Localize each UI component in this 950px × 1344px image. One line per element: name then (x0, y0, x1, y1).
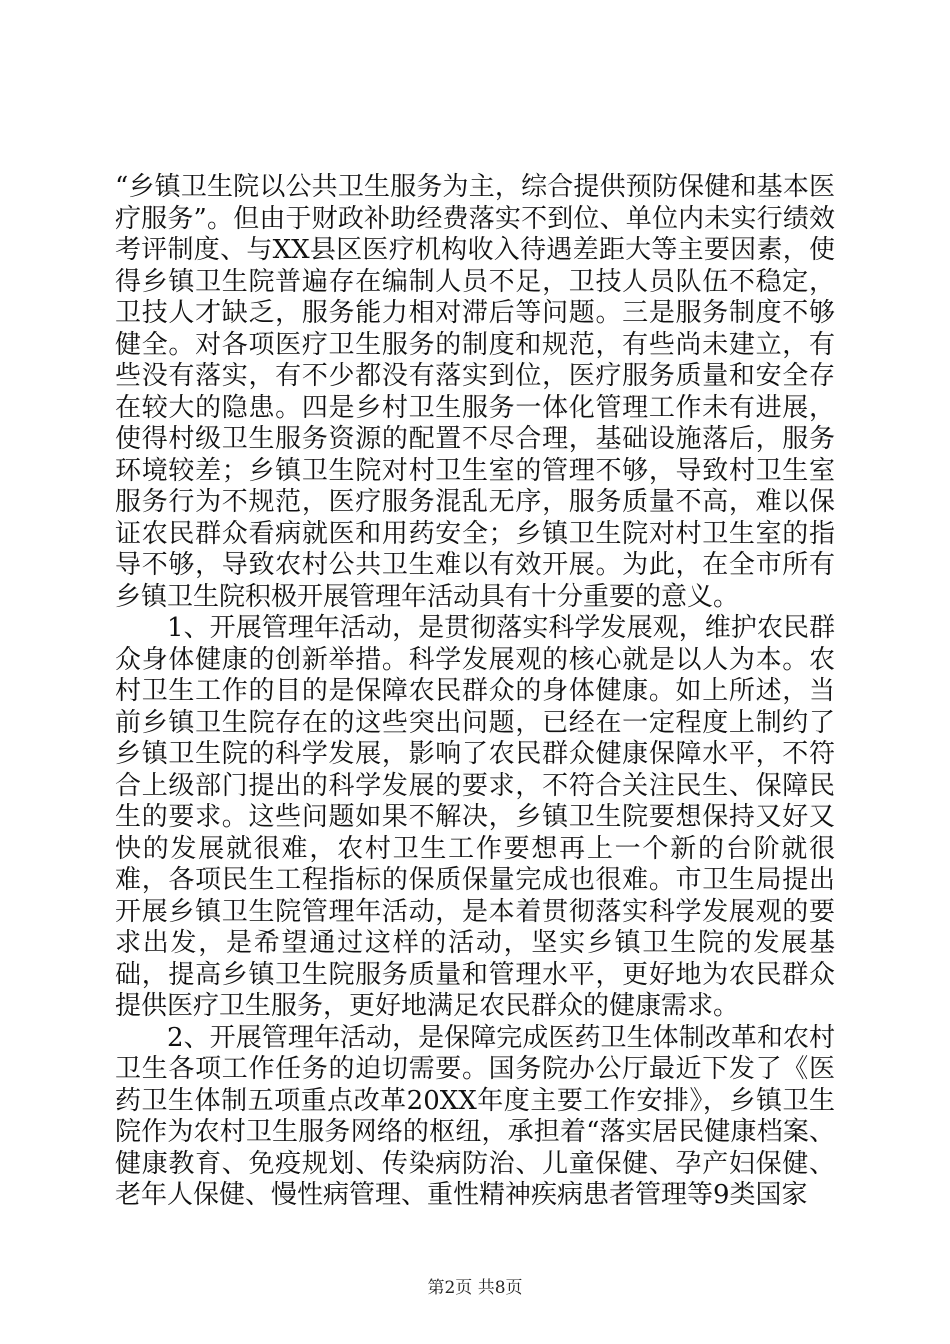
page-footer (0, 1273, 950, 1298)
paragraph-3: 2、开展管理年活动，是保障完成医药卫生体制改革和农村卫生各项工作任务的迫切需要。国务院办公厅最近下发了《医药卫生体制五项重点改革20XX年度主要工作安排》，乡镇卫生院作为农村卫生服务网络的枢纽，承担着“落实居民健康档案、健康教育、免疫规划、传染病防治、儿童保健、孕产妇保健、老年人保健、慢性病管理、重性精神疾病患者管理等9类国家 (115, 1022, 835, 1210)
paragraph-1: “乡镇卫生院以公共卫生服务为主，综合提供预防保健和基本医疗服务”。但由于财政补助经费落实不到位、单位内未实行绩效考评制度、与XX县区医疗机构收入待遇差距大等主要因素，使得乡镇卫生院普遍存在编制人员不足，卫技人员队伍不稳定，卫技人才缺乏，服务能力相对滞后等问题。三是服务制度不够健全。对各项医疗卫生服务的制度和规范，有些尚未建立，有些没有落实，有不少都没有落实到位，医疗服务质量和安全存在较大的隐患。四是乡村卫生服务一体化管理工作未有进展，使得村级卫生服务资源的配置不尽合理，基础设施落后，服务环境较差；乡镇卫生院对村卫生室的管理不够，导致村卫生室服务行为不规范，医疗服务混乱无序，服务质量不高，难以保证农民群众看病就医和用药安全；乡镇卫生院对村卫生室的指导不够，导致农村公共卫生难以有效开展。为此，在全市所有乡镇卫生院积极开展管理年活动具有十分重要的意义。 (115, 172, 835, 612)
document-body (115, 172, 835, 1212)
page-number: 第2页 共8页 (427, 1278, 523, 1298)
paragraph-2: 1、开展管理年活动，是贯彻落实科学发展观，维护农民群众身体健康的创新举措。科学发展观的核心就是以人为本。农村卫生工作的目的是保障农民群众的身体健康。如上所述，当前乡镇卫生院存在的这些突出问题，已经在一定程度上制约了乡镇卫生院的科学发展，影响了农民群众健康保障水平，不符合上级部门提出的科学发展的要求，不符合关注民生、保障民生的要求。这些问题如果不解决，乡镇卫生院要想保持又好又快的发展就很难，农村卫生工作要想再上一个新的台阶就很难，各项民生工程指标的保质保量完成也很难。市卫生局提出开展乡镇卫生院管理年活动，是本着贯彻落实科学发展观的要求出发，是希望通过这样的活动，坚实乡镇卫生院的发展基础，提高乡镇卫生院服务质量和管理水平，更好地为农民群众提供医疗卫生服务，更好地满足农民群众的健康需求。 (115, 613, 835, 1021)
